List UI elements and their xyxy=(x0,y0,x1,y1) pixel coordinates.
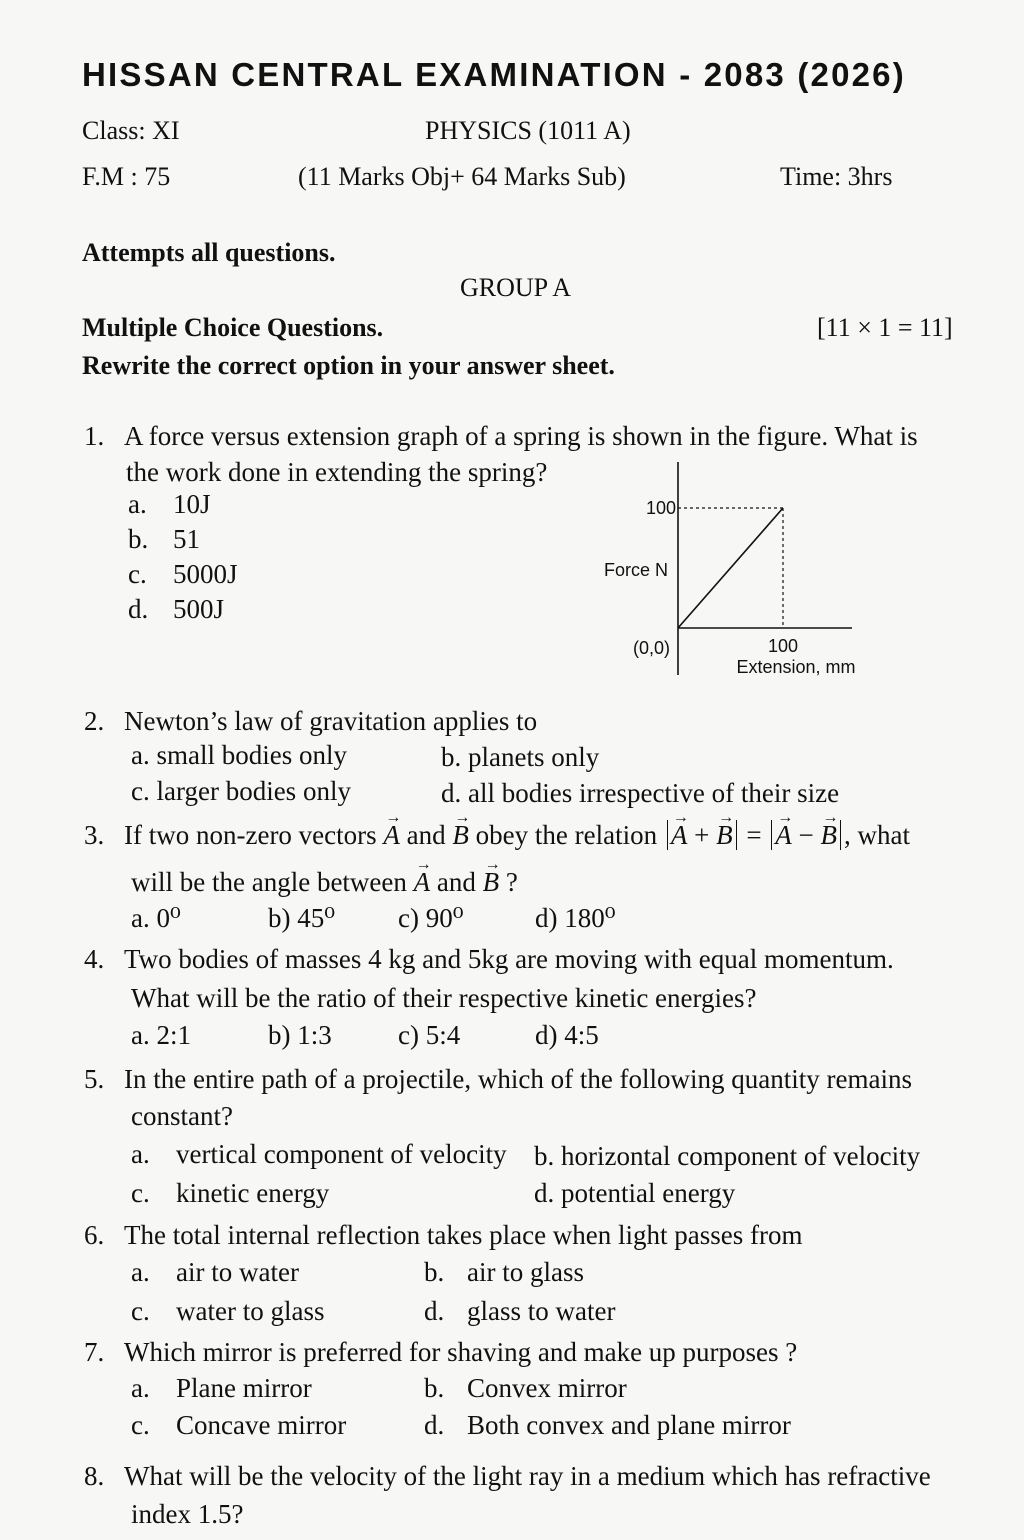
option-a: a. Plane mirror xyxy=(131,1373,312,1403)
question-5-line-2: constant? xyxy=(131,1101,233,1131)
option-d: d) 180⁰ xyxy=(535,903,616,933)
force-extension-line xyxy=(678,508,783,628)
attempt-instruction: Attempts all questions. xyxy=(82,238,336,267)
option-a: a. small bodies only xyxy=(131,740,347,770)
option-c: c. Concave mirror xyxy=(131,1410,347,1440)
option-c: c. larger bodies only xyxy=(131,776,351,806)
exam-title: HISSAN CENTRAL EXAMINATION - 2083 (2026) xyxy=(82,56,906,93)
option-b: b) 45⁰ xyxy=(268,903,336,933)
y-tick-label: 100 xyxy=(645,498,676,518)
option-c: c. kinetic energy xyxy=(131,1178,330,1208)
question-3: 3. If two non-zero vectors → A and → B obey the relation → A + → B = → A − → B , what xyxy=(84,817,910,853)
question-number: 1. xyxy=(84,421,105,451)
y-axis-label: Force N xyxy=(603,560,668,580)
option-b: b. horizontal component of velocity xyxy=(534,1141,921,1171)
option-c: c. 5000J xyxy=(128,559,238,589)
option-d: d. 500J xyxy=(128,594,225,624)
question-5: 5. In the entire path of a projectile, which of the following quantity remains xyxy=(84,1064,913,1094)
rewrite-instruction: Rewrite the correct option in your answer sheet. xyxy=(82,351,615,380)
marks-split: (11 Marks Obj+ 64 Marks Sub) xyxy=(298,162,626,191)
option-b: b. Convex mirror xyxy=(424,1373,627,1403)
x-axis-label: Extension, mm xyxy=(736,657,856,677)
x-tick-label: 100 xyxy=(767,636,799,656)
question-7: 7. Which mirror is preferred for shaving and make up purposes ? xyxy=(84,1337,798,1367)
option-a: a. air to water xyxy=(131,1257,299,1287)
option-c: c) 5:4 xyxy=(398,1020,461,1050)
mcq-heading: Multiple Choice Questions. xyxy=(82,313,384,342)
option-d: d) 4:5 xyxy=(535,1020,599,1050)
option-c: c) 90⁰ xyxy=(398,903,464,933)
option-d: d. potential energy xyxy=(534,1178,736,1208)
option-b: b. air to glass xyxy=(424,1257,584,1287)
option-d: d. all bodies irrespective of their size xyxy=(441,778,840,808)
option-d: d. glass to water xyxy=(424,1296,616,1326)
group-heading: GROUP A xyxy=(460,273,572,302)
force-extension-graph xyxy=(590,460,880,685)
question-3-line-2: will be the angle between → A and → B ? xyxy=(131,864,518,900)
question-4-line-2: What will be the ratio of their respective kinetic energies? xyxy=(131,983,757,1013)
question-1 xyxy=(84,418,918,454)
question-text: A force versus extension graph of a spring is shown in the figure. What is xyxy=(124,421,918,451)
question-8: 8. What will be the velocity of the light ray in a medium which has refractive xyxy=(84,1461,931,1491)
option-d: d. Both convex and plane mirror xyxy=(424,1410,791,1440)
question-1-line-2: the work done in extending the spring? xyxy=(126,457,548,487)
option-b: b. planets only xyxy=(441,742,600,772)
question-2: 2. Newton’s law of gravitation applies to xyxy=(84,706,538,736)
full-marks: F.M : 75 xyxy=(82,162,171,191)
question-8-line-2: index 1.5? xyxy=(131,1499,244,1529)
origin-label: (0,0) xyxy=(632,638,670,658)
option-b: b) 1:3 xyxy=(268,1020,332,1050)
question-6: 6. The total internal reflection takes place when light passes from xyxy=(84,1220,803,1250)
option-b: b. 51 xyxy=(128,524,200,554)
subject-label: PHYSICS (1011 A) xyxy=(425,116,631,145)
option-a: a. 0⁰ xyxy=(131,903,181,933)
option-a: a. 2:1 xyxy=(131,1020,191,1050)
exam-time: Time: 3hrs xyxy=(780,162,893,191)
option-a: a. vertical component of velocity xyxy=(131,1139,507,1169)
marks-allocation: [11 × 1 = 11] xyxy=(817,313,953,342)
question-4: 4. Two bodies of masses 4 kg and 5kg are moving with equal momentum. xyxy=(84,944,894,974)
option-a: a. 10J xyxy=(128,489,211,519)
option-c: c. water to glass xyxy=(131,1296,325,1326)
class-label: Class: XI xyxy=(82,116,180,145)
